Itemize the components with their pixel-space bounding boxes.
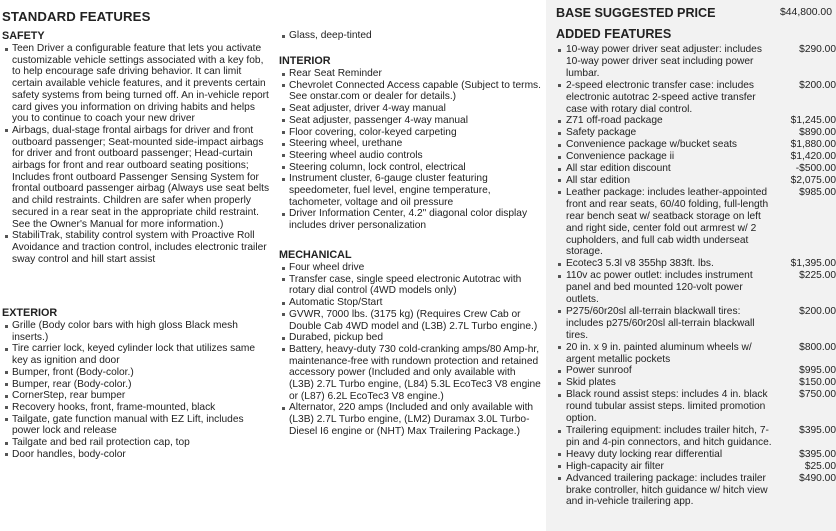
added-feature-description: 10-way power driver seat adjuster: includes 10-way power driver seat including power lumbar. [566, 44, 762, 79]
exterior-feature-item: Tailgate and bed rail protection cap, top [2, 437, 270, 449]
standard-features-title: STANDARD FEATURES [2, 9, 151, 24]
added-feature-item [556, 151, 836, 163]
base-price-label: BASE SUGGESTED PRICE [556, 6, 716, 20]
exterior-list [2, 320, 270, 460]
added-feature-description: Safety package [566, 127, 637, 139]
added-feature-description: Advanced trailering package: includes trailer brake controller, hitch guidance w/ hitch view and in-vehicle trailering app. [566, 472, 768, 508]
added-feature-price: $750.00 [799, 389, 836, 401]
exterior-feature-item: Door handles, body-color [2, 449, 270, 461]
added-feature-price: $1,420.00 [790, 151, 836, 163]
added-feature-item [556, 365, 836, 377]
exterior-feature-item: Bumper, front (Body-color.) [2, 367, 270, 379]
interior-feature-item: Rear Seat Reminder [279, 68, 541, 80]
added-feature-price: $800.00 [799, 341, 836, 353]
added-feature-description: 20 in. x 9 in. painted aluminum wheels w/ argent metallic pockets [566, 341, 752, 365]
added-feature-item [556, 306, 836, 342]
added-feature-description: P275/60r20sl all-terrain blackwall tires: includes p275/60r20sl all-terrain blackwall tires. [566, 305, 755, 341]
added-feature-price: $25.00 [804, 460, 836, 472]
exterior-feature-item: Tailgate, gate function manual with EZ Lift, includes power lock and release [2, 414, 270, 437]
added-feature-description: 110v ac power outlet: includes instrument panel and bed mounted 120-volt power outlets. [566, 270, 753, 306]
exterior-feature-item: CornerStep, rear bumper [2, 390, 270, 402]
added-feature-price: $2,075.00 [790, 174, 836, 186]
exterior-feature-item: Tire carrier lock, keyed cylinder lock that utilizes same key as ignition and door [2, 343, 270, 366]
interior-feature-item: Instrument cluster, 6-gauge cluster featuring speedometer, fuel level, engine temperature, tachometer, voltage and oil pressure [279, 173, 541, 208]
interior-feature-item: Floor covering, color-keyed carpeting [279, 127, 541, 139]
added-feature-item [556, 461, 836, 473]
added-feature-description: Skid plates [566, 377, 616, 389]
added-feature-item [556, 258, 836, 270]
base-price-value: $44,800.00 [779, 7, 832, 18]
added-feature-item [556, 115, 836, 127]
interior-feature-item: Seat adjuster, driver 4-way manual [279, 103, 541, 115]
exterior-feature-item: Bumper, rear (Body-color.) [2, 379, 270, 391]
added-feature-description: Heavy duty locking rear differential [566, 448, 723, 460]
added-feature-price: $1,245.00 [790, 115, 836, 127]
added-feature-item [556, 163, 836, 175]
mechanical-feature-item: Durabed, pickup bed [279, 332, 541, 344]
interior-list [279, 68, 541, 232]
exterior-feature-item: Recovery hooks, front, frame-mounted, black [2, 402, 270, 414]
added-feature-price: $290.00 [799, 44, 836, 55]
interior-feature-item: Chevrolet Connected Access capable (Subject to terms. See onstar.com or dealer for details.) [279, 80, 541, 103]
added-feature-description: 2-speed electronic transfer case: includes electronic autotrac 2-speed active transfer case with rotary dial control. [566, 79, 756, 115]
added-feature-price: $1,880.00 [790, 139, 836, 151]
exterior-title: EXTERIOR [2, 307, 58, 319]
interior-feature-item: Steering wheel audio controls [279, 150, 541, 162]
safety-feature-item: Teen Driver a configurable feature that lets you activate customizable vehicle settings associated with a key fob, to help encourage safe driving behavior. It can limit certain available vehicle features, and it prevents certain safety systems from being turned off. An in-vehicle report card gives you information on driving habits and helps you to continue to coach your new driver [2, 43, 270, 125]
added-feature-price: $490.00 [799, 472, 836, 484]
added-feature-item [556, 270, 836, 306]
safety-list [2, 43, 270, 265]
added-feature-item [556, 80, 836, 116]
interior-feature-item: Steering wheel, urethane [279, 138, 541, 150]
added-feature-price: $150.00 [799, 377, 836, 389]
added-feature-price: $200.00 [799, 305, 836, 317]
added-feature-description: All star edition discount [566, 163, 671, 175]
added-feature-item [556, 425, 836, 449]
safety-feature-item: StabiliTrak, stability control system with Proactive Roll Avoidance and traction control, includes electronic trailer sway control and hill start assist [2, 230, 270, 265]
added-features-title: ADDED FEATURES [556, 27, 672, 41]
added-feature-price: $200.00 [799, 79, 836, 91]
mechanical-title: MECHANICAL [279, 249, 352, 261]
added-feature-item [556, 389, 836, 425]
glass-feature-item: Glass, deep-tinted [279, 30, 541, 42]
mechanical-feature-item: Transfer case, single speed electronic Autotrac with rotary dial control (4WD models only) [279, 274, 541, 297]
added-feature-price: $995.00 [799, 365, 836, 377]
mechanical-section [279, 249, 541, 438]
added-feature-price: $890.00 [799, 127, 836, 139]
mechanical-feature-item: Four wheel drive [279, 262, 541, 274]
added-feature-item [556, 139, 836, 151]
added-feature-description: All star edition [566, 174, 630, 186]
exterior-section [2, 307, 270, 460]
added-feature-price: -$500.00 [795, 163, 836, 175]
added-feature-price: $1,395.00 [790, 258, 836, 270]
added-feature-description: Leather package: includes leather-appointed front and rear seats, 60/40 folding, full-length rear bench seat w/ seatback storage on left and right side, center fold out armrest w/ 2 cupholders, and full cab width underseat storage. [566, 186, 769, 258]
exterior-feature-item: Grille (Body color bars with high gloss Black mesh inserts.) [2, 320, 270, 343]
added-feature-description: Black round assist steps: includes 4 in. black round tubular assist steps. limited promotion option. [566, 389, 768, 425]
mechanical-list [279, 262, 541, 438]
added-feature-item [556, 377, 836, 389]
mechanical-feature-item: Alternator, 220 amps (Included and only available with (L3B) 2.7L Turbo engine, (LM2) Duramax 3.0L Turbo-Diesel I6 engine or (NHT) Max Trailering Package.) [279, 402, 541, 437]
interior-feature-item: Driver Information Center, 4.2" diagonal color display includes driver personalization [279, 208, 541, 231]
added-feature-description: Ecotec3 5.3l v8 355hp 383ft. lbs. [566, 258, 714, 270]
added-feature-item [556, 44, 836, 80]
interior-section [279, 55, 541, 232]
added-feature-description: Convenience package ii [566, 151, 675, 163]
interior-feature-item: Seat adjuster, passenger 4-way manual [279, 115, 541, 127]
mechanical-feature-item: GVWR, 7000 lbs. (3175 kg) (Requires Crew Cab or Double Cab 4WD model and (L3B) 2.7L Turbo engine.) [279, 309, 541, 332]
added-feature-item [556, 473, 836, 509]
interior-title: INTERIOR [279, 55, 331, 67]
safety-title: SAFETY [2, 30, 45, 42]
pricing-column [546, 0, 836, 531]
added-feature-item [556, 449, 836, 461]
added-feature-item [556, 187, 836, 258]
glass-section [279, 30, 541, 42]
added-feature-item [556, 175, 836, 187]
added-feature-description: High-capacity air filter [566, 460, 664, 472]
added-feature-description: Power sunroof [566, 365, 632, 377]
added-feature-item [556, 127, 836, 139]
added-feature-price: $395.00 [799, 425, 836, 436]
added-features-list [556, 44, 836, 508]
mechanical-feature-item: Automatic Stop/Start [279, 297, 541, 309]
glass-list [279, 30, 541, 42]
added-feature-price: $395.00 [799, 448, 836, 460]
base-price-row [556, 6, 832, 22]
safety-section [2, 30, 270, 265]
safety-feature-item: Airbags, dual-stage frontal airbags for driver and front outboard passenger; Seat-mounted side-impact airbags for driver and front outboard passenger; Head-curtain airbags for front and rear outboard seating positions; Includes front outboard Passenger Sensing System for frontal outboard passenger airbag (Always use seat belts and child restraints. Children are safer when properly secured in a rear seat in the appropriate child restraint. See the Owner's Manual for more information.) [2, 125, 270, 230]
mechanical-feature-item: Battery, heavy-duty 730 cold-cranking amps/80 Amp-hr, maintenance-free with rundown protection and retained accessory power (Included and only available with (L3B) 2.7L Turbo engine, (L84) 5.3L EcoTec3 V8 engine or (L87) 6.2L EcoTec3 V8 engine.) [279, 344, 541, 403]
added-feature-description: Convenience package w/bucket seats [566, 139, 738, 151]
added-feature-price: $985.00 [799, 186, 836, 198]
interior-feature-item: Steering column, lock control, electrical [279, 162, 541, 174]
added-feature-description: Z71 off-road package [566, 115, 663, 127]
added-feature-price: $225.00 [799, 270, 836, 282]
added-feature-description: Trailering equipment: includes trailer hitch, 7-pin and 4-pin connectors, and hitch guidance. [566, 425, 772, 448]
added-feature-item [556, 342, 836, 366]
